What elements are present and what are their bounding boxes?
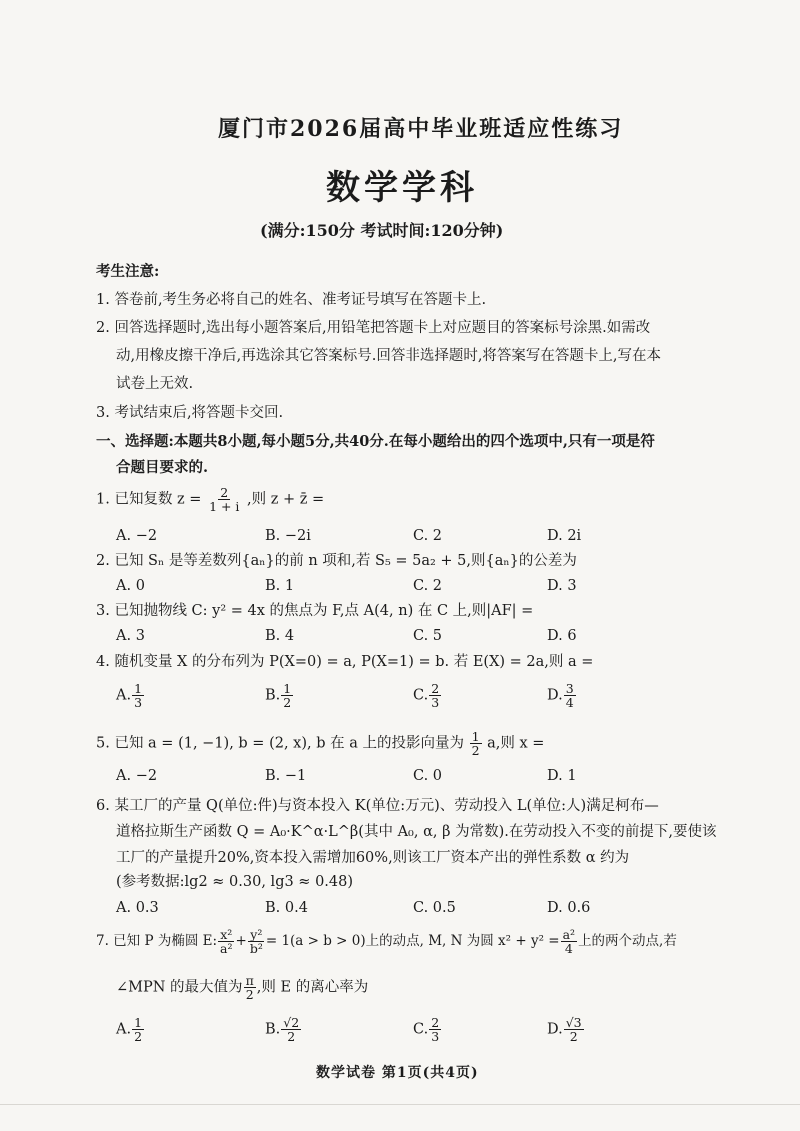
q7-d-label: D.	[547, 1021, 563, 1038]
q3-option-d: D. 6	[547, 628, 577, 644]
q5-option-b: B. −1	[265, 768, 307, 784]
question-3: 3. 已知抛物线 C: y² = 4x 的焦点为 F,点 A(4, n) 在 C 上,则|AF| =	[96, 603, 534, 619]
q1-frac-num: 2	[220, 485, 229, 500]
question-7	[96, 928, 677, 955]
q1-tail: ,则 z + z̄ =	[247, 491, 325, 508]
question-6: 6. 某工厂的产量 Q(单位:件)与资本投入 K(单位:万元)、劳动投入 L(单位:人)满足柯布—	[96, 798, 659, 814]
q4-d-num: 3	[565, 681, 574, 696]
q7-b-num: √2	[283, 1015, 300, 1030]
q7-b-den: 2	[287, 1029, 296, 1044]
q7-frac-y-num: y²	[250, 927, 263, 942]
q4-option-b	[265, 682, 294, 709]
q5-tail: a,则 x =	[487, 735, 545, 752]
q7-b-label: B.	[265, 1021, 281, 1038]
exam-title: 厦门市2026届高中毕业班适应性练习	[218, 116, 624, 142]
q6-option-b: B. 0.4	[265, 900, 308, 916]
q1-frac-den: 1 + i	[209, 499, 240, 514]
q4-d-den: 4	[565, 695, 574, 710]
q4-option-a	[116, 682, 145, 709]
notice-item-3: 3. 考试结束后,将答题卡交回.	[96, 405, 284, 421]
question-7-line-2	[116, 974, 368, 1001]
q7-a-fraction	[132, 1016, 144, 1043]
q7-a-num: 1	[134, 1015, 143, 1030]
q5-option-d: D. 1	[547, 768, 577, 784]
q4-b-den: 2	[283, 695, 292, 710]
section-heading: 一、选择题:本题共8小题,每小题5分,共40分.在每小题给出的四个选项中,只有一项是符	[96, 433, 655, 450]
q7-d-num: √3	[565, 1015, 582, 1030]
q4-b-fraction	[281, 682, 293, 709]
q7-d-fraction	[564, 1016, 584, 1043]
q5-option-a: A. −2	[116, 768, 158, 784]
notice-item-2: 2. 回答选择题时,选出每小题答案后,用铅笔把答题卡上对应题目的答案标号涂黑.如需改	[96, 320, 651, 336]
q6-option-a: A. 0.3	[116, 900, 159, 916]
q7-frac-circle-num: a²	[562, 927, 576, 942]
question-4: 4. 随机变量 X 的分布列为 P(X=0) = a, P(X=1) = b. 若 E(X) = 2a,则 a =	[96, 654, 594, 670]
page-bottom-divider	[0, 1104, 800, 1105]
q4-option-d	[547, 682, 577, 709]
q4-c-label: C.	[413, 687, 429, 704]
q4-c-fraction	[429, 682, 441, 709]
q7-option-b	[265, 1016, 302, 1043]
q7-pi-num: π	[245, 973, 254, 988]
notice-heading: 考生注意:	[96, 263, 160, 280]
question-6-line-2: 道格拉斯生产函数 Q = A₀·K^α·L^β(其中 A₀, α, β 为常数).在劳动投入不变的前提下,要使该	[116, 824, 717, 840]
q1-stem: 1. 已知复数 z =	[96, 491, 202, 508]
q2-option-a: A. 0	[116, 578, 145, 594]
notice-item-2-cont: 动,用橡皮擦干净后,再选涂其它答案标号.回答非选择题时,将答案写在答题卡上,写在本	[116, 348, 662, 364]
q2-option-d: D. 3	[547, 578, 577, 594]
q7-pi-fraction	[244, 974, 256, 1001]
q4-d-fraction	[564, 682, 576, 709]
q7-line2-stem: ∠MPN 的最大值为	[116, 979, 243, 996]
q6-option-c: C. 0.5	[413, 900, 456, 916]
q7-frac-circle	[561, 928, 577, 955]
q1-option-c: C. 2	[413, 528, 443, 544]
notice-item-1: 1. 答卷前,考生务必将自己的姓名、准考证号填写在答题卡上.	[96, 292, 487, 308]
q4-c-num: 2	[431, 681, 440, 696]
q4-b-num: 1	[283, 681, 292, 696]
q1-option-d: D. 2i	[547, 528, 582, 544]
q6-option-d: D. 0.6	[547, 900, 591, 916]
q3-option-a: A. 3	[116, 628, 145, 644]
q4-d-label: D.	[547, 687, 563, 704]
q7-a-den: 2	[134, 1029, 143, 1044]
q7-frac-y-den: b²	[249, 941, 263, 956]
q4-a-num: 1	[134, 681, 143, 696]
subject-title: 数学学科	[326, 168, 478, 208]
page-footer: 数学试卷 第1页(共4页)	[316, 1065, 479, 1081]
question-1	[96, 486, 324, 513]
q7-pi-den: 2	[245, 987, 254, 1002]
q7-option-a	[116, 1016, 145, 1043]
q7-frac-y	[248, 928, 265, 955]
q5-option-c: C. 0	[413, 768, 443, 784]
question-2: 2. 已知 Sₙ 是等差数列{aₙ}的前 n 项和,若 S₅ = 5a₂ + 5,则{aₙ}的公差为	[96, 553, 577, 569]
q4-b-label: B.	[265, 687, 281, 704]
question-5	[96, 730, 544, 757]
q7-frac-x	[218, 928, 234, 955]
q4-c-den: 3	[431, 695, 440, 710]
section-heading-cont: 合题目要求的.	[116, 459, 209, 476]
q7-frac-circle-den: 4	[564, 941, 573, 956]
question-6-line-3: 工厂的产量提升20%,资本投入需增加60%,则该工厂资本产出的弹性系数 α 约为	[116, 850, 630, 866]
q3-option-c: C. 5	[413, 628, 443, 644]
q7-c-num: 2	[431, 1015, 440, 1030]
q4-option-c	[413, 682, 442, 709]
q7-d-den: 2	[569, 1029, 578, 1044]
q2-option-b: B. 1	[265, 578, 295, 594]
q7-c-label: C.	[413, 1021, 429, 1038]
q7-option-d	[547, 1016, 585, 1043]
q7-line2-tail: ,则 E 的离心率为	[256, 979, 369, 996]
q7-option-c	[413, 1016, 442, 1043]
q1-option-b: B. −2i	[265, 528, 311, 544]
q4-a-fraction	[132, 682, 144, 709]
exam-info: (满分:150分 考试时间:120分钟)	[260, 221, 504, 240]
q7-plus: +	[235, 933, 247, 949]
q7-a-label: A.	[116, 1021, 132, 1038]
q1-option-a: A. −2	[116, 528, 158, 544]
q7-frac-x-num: x²	[220, 927, 233, 942]
q4-a-den: 3	[134, 695, 143, 710]
q7-middle: = 1(a > b > 0)上的动点, M, N 为圆 x² + y² =	[265, 933, 560, 949]
notice-item-2-cont2: 试卷上无效.	[116, 376, 194, 392]
q7-tail: 上的两个动点,若	[578, 933, 677, 949]
q5-fraction	[470, 730, 482, 757]
q7-b-fraction	[281, 1016, 301, 1043]
question-6-reference: (参考数据:lg2 ≈ 0.30, lg3 ≈ 0.48)	[116, 874, 354, 890]
q1-fraction	[207, 486, 241, 513]
q7-frac-x-den: a²	[220, 941, 233, 956]
q5-stem: 5. 已知 a = (1, −1), b = (2, x), b 在 a 上的投影向量为	[96, 735, 464, 752]
q5-frac-num: 1	[471, 729, 480, 744]
q7-c-fraction	[429, 1016, 441, 1043]
q3-option-b: B. 4	[265, 628, 295, 644]
q2-option-c: C. 2	[413, 578, 443, 594]
q7-stem: 7. 已知 P 为椭圆 E:	[96, 933, 218, 949]
q4-a-label: A.	[116, 687, 132, 704]
q7-c-den: 3	[431, 1029, 440, 1044]
q5-frac-den: 2	[471, 743, 480, 758]
